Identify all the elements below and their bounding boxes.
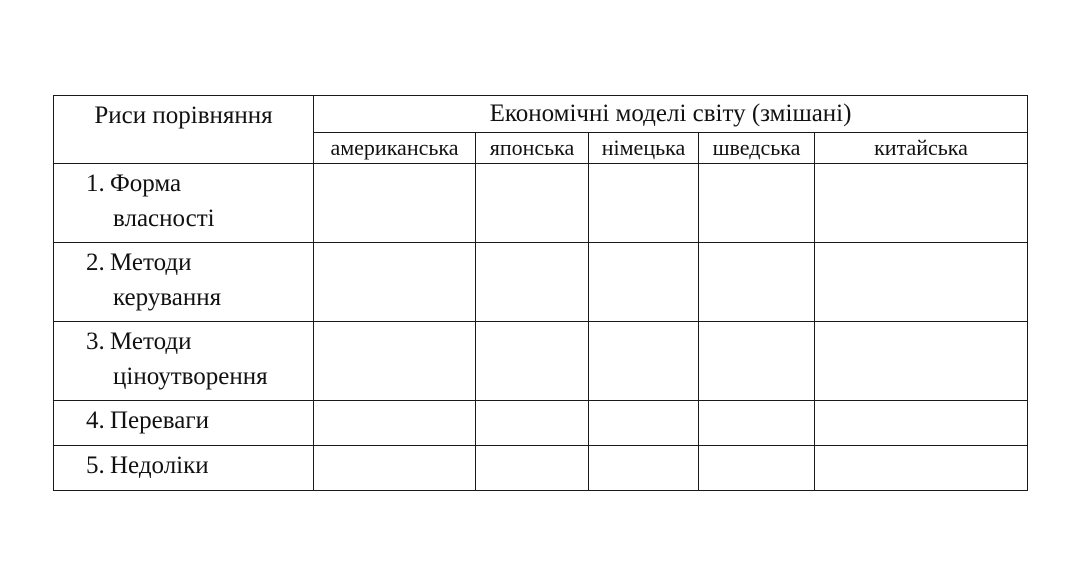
table-cell[interactable] bbox=[815, 446, 1028, 491]
table-cell[interactable] bbox=[314, 446, 476, 491]
table-cell[interactable] bbox=[699, 446, 815, 491]
row-label-disadvantages bbox=[54, 446, 314, 491]
row-number: 1. bbox=[86, 170, 105, 197]
table-cell[interactable] bbox=[314, 164, 476, 243]
column-header-chinese: китайська bbox=[815, 133, 1028, 164]
table-cell[interactable] bbox=[699, 164, 815, 243]
column-header-american: американська bbox=[314, 133, 476, 164]
table-cell[interactable] bbox=[699, 322, 815, 401]
table-cell[interactable] bbox=[314, 243, 476, 322]
table-cell[interactable] bbox=[476, 164, 589, 243]
row-label-line1: Методи bbox=[110, 328, 192, 355]
row-number: 5. bbox=[86, 452, 105, 479]
row-label-line2: ціноутворення bbox=[113, 363, 268, 390]
row-label-pricing bbox=[54, 322, 314, 401]
table-row bbox=[54, 164, 1028, 243]
table-row bbox=[54, 322, 1028, 401]
table-cell[interactable] bbox=[589, 164, 699, 243]
row-label-line1: Недоліки bbox=[110, 452, 209, 479]
table-cell[interactable] bbox=[476, 322, 589, 401]
table-cell[interactable] bbox=[699, 243, 815, 322]
row-label-advantages bbox=[54, 401, 314, 446]
table-cell[interactable] bbox=[476, 243, 589, 322]
table-cell[interactable] bbox=[815, 401, 1028, 446]
row-label-ownership bbox=[54, 164, 314, 243]
table-row bbox=[54, 401, 1028, 446]
table-row bbox=[54, 243, 1028, 322]
table-cell[interactable] bbox=[314, 322, 476, 401]
table-cell[interactable] bbox=[589, 401, 699, 446]
header-economic-models: Економічні моделі світу (змішані) bbox=[314, 96, 1028, 133]
column-header-japanese: японська bbox=[476, 133, 589, 164]
row-label-line1: Методи bbox=[110, 249, 192, 276]
table-cell[interactable] bbox=[815, 243, 1028, 322]
table-cell[interactable] bbox=[589, 446, 699, 491]
table-cell[interactable] bbox=[589, 322, 699, 401]
row-number: 4. bbox=[86, 407, 105, 434]
table-cell[interactable] bbox=[476, 401, 589, 446]
row-number: 3. bbox=[86, 328, 105, 355]
table-cell[interactable] bbox=[815, 322, 1028, 401]
row-label-management bbox=[54, 243, 314, 322]
table-cell[interactable] bbox=[314, 401, 476, 446]
table-cell[interactable] bbox=[815, 164, 1028, 243]
table-cell[interactable] bbox=[476, 446, 589, 491]
row-label-line1: Переваги bbox=[110, 407, 209, 434]
table-row bbox=[54, 446, 1028, 491]
table-cell[interactable] bbox=[589, 243, 699, 322]
row-label-line2: керування bbox=[113, 284, 222, 311]
row-number: 2. bbox=[86, 249, 105, 276]
row-label-line2: власності bbox=[113, 205, 215, 232]
table-cell[interactable] bbox=[699, 401, 815, 446]
row-label-line1: Форма bbox=[110, 170, 182, 197]
column-header-swedish: шведська bbox=[699, 133, 815, 164]
column-header-german: німецька bbox=[589, 133, 699, 164]
header-features: Риси порівняння bbox=[54, 96, 314, 164]
comparison-table bbox=[53, 95, 1028, 491]
